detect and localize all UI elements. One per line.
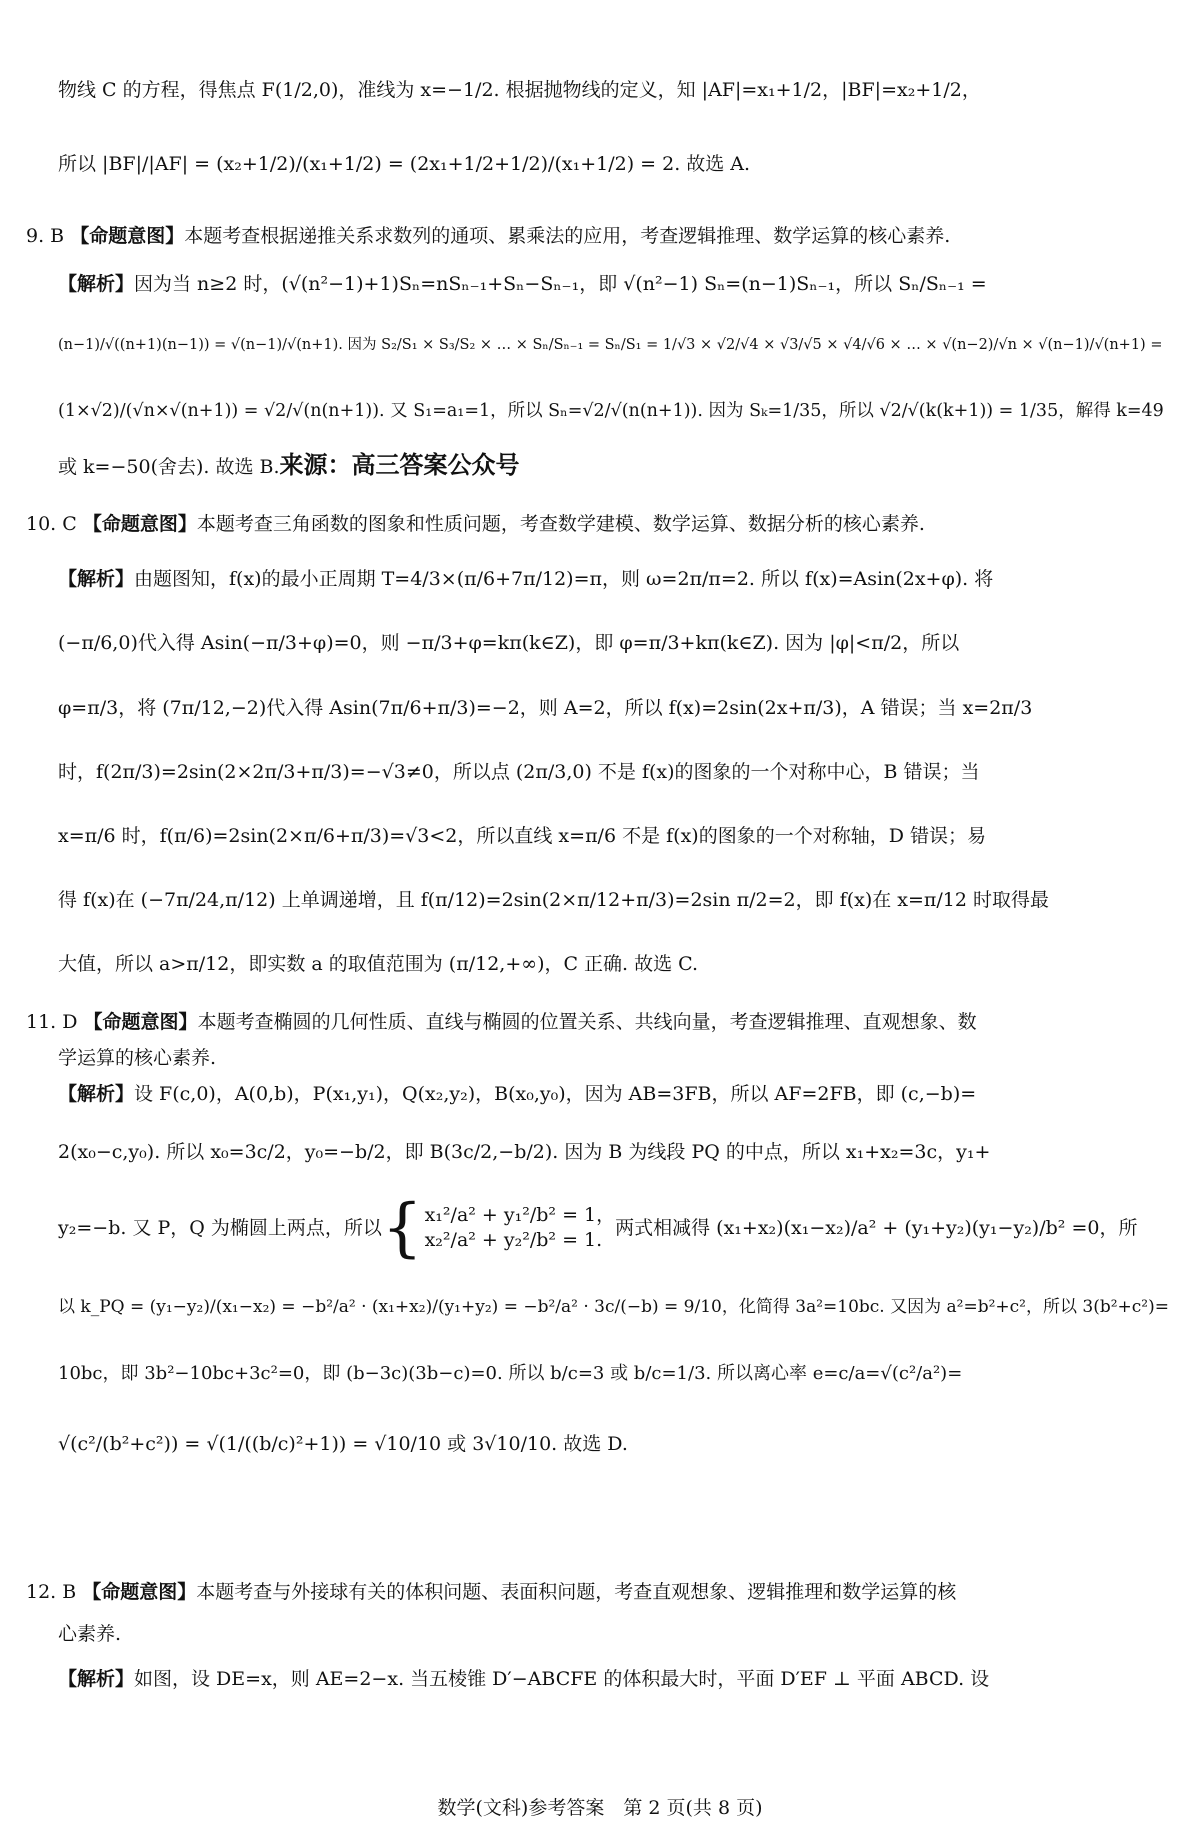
q10-solution-line-6 xyxy=(58,888,1174,913)
q10-solution-line-3 xyxy=(58,696,1174,721)
q12-intent-text-1: 本题考查与外接球有关的体积问题、表面积问题，考查直观想象、逻辑推理和数学运算的核 xyxy=(196,1581,957,1603)
q11-intent-tag: 【命题意图】 xyxy=(83,1011,198,1033)
q11-solution-text-4: 以 k_PQ = (y₁−y₂)/(x₁−x₂) = −b²/a² · (x₁+x₂)/(y₁+y₂) = −b²/a² · 3c/(−b) = 9/10，化简得 3a²=10bc. 又因为 a²=b²+c²，所以 3(b²+c²)= xyxy=(58,1297,1169,1317)
q9-solution-line-2 xyxy=(58,336,1174,355)
q11-solution-line-3 xyxy=(58,1191,1174,1265)
q10-solution-line-2 xyxy=(58,631,1174,656)
watermark-source-label: 来源：高三答案公众号 xyxy=(279,451,520,479)
q11-solution-line-6 xyxy=(58,1432,1174,1457)
q8-text-1: 物线 C 的方程，得焦点 F(1/2,0)，准线为 x=−1/2. 根据抛物线的定义，知 |AF|=x₁+1/2，|BF|=x₂+1/2， xyxy=(58,79,981,101)
q10-solution-line-7 xyxy=(58,952,1174,977)
q12-intent-text-2: 心素养. xyxy=(58,1623,122,1645)
q10-intent-tag: 【命题意图】 xyxy=(82,513,197,535)
q9-solution-line-1 xyxy=(58,272,1174,297)
q11-equation-system xyxy=(381,1191,616,1265)
q9-solution-line-3 xyxy=(58,400,1174,423)
q11-solution-tag: 【解析】 xyxy=(58,1083,135,1105)
q11-solution-text-6: √(c²/(b²+c²)) = √(1/((b/c)²+1)) = √10/10 或 3√10/10. 故选 D. xyxy=(58,1433,628,1455)
q11-solution-line-2 xyxy=(58,1140,1174,1165)
q9-intent-text: 本题考查根据递推关系求数列的通项、累乘法的应用，考查逻辑推理、数学运算的核心素养. xyxy=(184,225,951,247)
q11-system-eq-1: x₁²/a² + y₁²/b² = 1， xyxy=(424,1204,616,1227)
q10-intent-text: 本题考查三角函数的图象和性质问题，考查数学建模、数学运算、数据分析的核心素养. xyxy=(196,513,925,535)
q10-solution-text-3: φ=π/3，将 (7π/12,−2)代入得 Asin(7π/6+π/3)=−2，则 A=2，所以 f(x)=2sin(2x+π/3)，A 错误；当 x=2π/3 xyxy=(58,697,1033,719)
q10-solution-text-2: (−π/6,0)代入得 Asin(−π/3+φ)=0，则 −π/3+φ=kπ(k∈Z)，即 φ=π/3+kπ(k∈Z). 因为 |φ|<π/2，所以 xyxy=(58,632,960,654)
q9-intent-line xyxy=(26,224,1174,249)
q12-solution-line-1 xyxy=(58,1667,1174,1692)
q9-solution-line-4 xyxy=(58,450,1174,481)
q9-solution-text-3: (1×√2)/(√n×√(n+1)) = √2/√(n(n+1)). 又 S₁=a₁=1，所以 Sₙ=√2/√(n(n+1)). 因为 Sₖ=1/35，所以 √2/√(k(k+1)) = 1/35，解得 k=49 xyxy=(58,401,1164,421)
q11-solution-line-4 xyxy=(58,1296,1174,1318)
q11-solution-text-3b: 两式相减得 (x₁+x₂)(x₁−x₂)/a² + (y₁+y₂)(y₁−y₂)/b² =0，所 xyxy=(615,1216,1138,1239)
q11-solution-text-2: 2(x₀−c,y₀). 所以 x₀=3c/2，y₀=−b/2，即 B(3c/2,−b/2). 因为 B 为线段 PQ 的中点，所以 x₁+x₂=3c，y₁+ xyxy=(58,1141,991,1163)
q9-number: 9. B xyxy=(26,225,65,247)
q11-intent-line-1 xyxy=(26,1010,1174,1035)
q10-solution-line-1 xyxy=(58,567,1174,592)
q11-solution-text-5: 10bc，即 3b²−10bc+3c²=0，即 (b−3c)(3b−c)=0. 所以 b/c=3 或 b/c=1/3. 所以离心率 e=c/a=√(c²/a²)= xyxy=(58,1363,963,1384)
q11-solution-text-3a: y₂=−b. 又 P，Q 为椭圆上两点，所以 xyxy=(58,1216,382,1239)
q11-solution-text-1: 设 F(c,0)，A(0,b)，P(x₁,y₁)，Q(x₂,y₂)，B(x₀,y₀)，因为 AB=3FB，所以 AF=2FB，即 (c,−b)= xyxy=(134,1083,977,1105)
q10-solution-text-4: 时，f(2π/3)=2sin(2×2π/3+π/3)=−√3≠0，所以点 (2π/3,0) 不是 f(x)的图象的一个对称中心，B 错误；当 xyxy=(58,761,980,783)
q9-solution-text-2: (n−1)/√((n+1)(n−1)) = √(n−1)/√(n+1). 因为 S₂/S₁ × S₃/S₂ × … × Sₙ/Sₙ₋₁ = Sₙ/S₁ = 1/√3 × √2/√4 × √3/√5 × √4/√6 × … × √(n−2)/√n × √(n−1)/√(n+1) = xyxy=(58,337,1163,353)
q10-solution-text-6: 得 f(x)在 (−7π/24,π/12) 上单调递增，且 f(π/12)=2sin(2×π/12+π/3)=2sin π/2=2，即 f(x)在 x=π/12 时取得最 xyxy=(58,889,1050,911)
q11-intent-text-1: 本题考查椭圆的几何性质、直线与椭圆的位置关系、共线向量，考查逻辑推理、直观想象、数 xyxy=(197,1011,977,1033)
q9-intent-tag: 【命题意图】 xyxy=(70,225,185,247)
q10-intent-line xyxy=(26,512,1174,537)
q9-solution-tag: 【解析】 xyxy=(58,273,135,295)
page-footer: 数学(文科)参考答案 第 2 页(共 8 页) xyxy=(437,1797,763,1819)
q8-text-2: 所以 |BF|/|AF| = (x₂+1/2)/(x₁+1/2) = (2x₁+1/2+1/2)/(x₁+1/2) = 2. 故选 A. xyxy=(58,153,751,175)
q11-intent-line-2 xyxy=(58,1046,1174,1071)
q12-intent-line-2 xyxy=(58,1622,1174,1647)
q8-line-1 xyxy=(58,78,1174,103)
q11-solution-line-5 xyxy=(58,1362,1174,1385)
q9-solution-text-1: 因为当 n≥2 时，(√(n²−1)+1)Sₙ=nSₙ₋₁+Sₙ−Sₙ₋₁，即 √(n²−1) Sₙ=(n−1)Sₙ₋₁，所以 Sₙ/Sₙ₋₁ = xyxy=(134,273,987,295)
q10-solution-text-1: 由题图知，f(x)的最小正周期 T=4/3×(π/6+7π/12)=π，则 ω=2π/π=2. 所以 f(x)=Asin(2x+φ). 将 xyxy=(134,568,994,590)
q10-number: 10. C xyxy=(26,513,77,535)
q12-intent-line-1 xyxy=(26,1580,1174,1605)
q11-solution-line-1 xyxy=(58,1082,1174,1107)
q12-solution-text-1: 如图，设 DE=x，则 AE=2−x. 当五棱锥 D′−ABCFE 的体积最大时，平面 D′EF ⊥ 平面 ABCD. 设 xyxy=(134,1668,990,1690)
q10-solution-tag: 【解析】 xyxy=(58,568,135,590)
q8-line-2 xyxy=(58,152,1174,177)
q12-intent-tag: 【命题意图】 xyxy=(82,1581,197,1603)
q12-solution-tag: 【解析】 xyxy=(58,1668,135,1690)
q9-solution-text-4: 或 k=−50(舍去). 故选 B. xyxy=(58,456,280,478)
left-brace-icon: { xyxy=(381,1191,423,1265)
q10-solution-line-5 xyxy=(58,824,1174,849)
q11-number: 11. D xyxy=(26,1011,78,1033)
q10-solution-text-7: 大值，所以 a>π/12，即实数 a 的取值范围为 (π/12,+∞)，C 正确. 故选 C. xyxy=(58,953,699,975)
q11-intent-text-2: 学运算的核心素养. xyxy=(58,1047,217,1069)
q10-solution-text-5: x=π/6 时，f(π/6)=2sin(2×π/6+π/3)=√3<2，所以直线 x=π/6 不是 f(x)的图象的一个对称轴，D 错误；易 xyxy=(58,825,986,847)
q12-number: 12. B xyxy=(26,1581,77,1603)
q11-system-eq-2: x₂²/a² + y₂²/b² = 1. xyxy=(424,1229,603,1251)
q10-solution-line-4 xyxy=(58,760,1174,785)
